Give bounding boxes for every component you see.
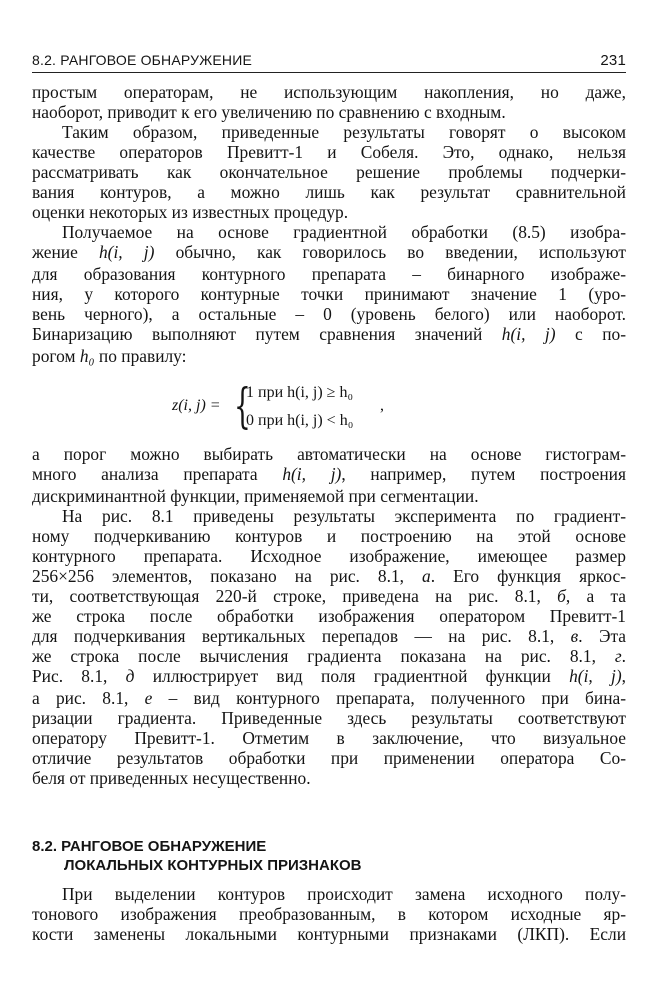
math-h-ij: h(i, j) bbox=[569, 666, 622, 686]
section-heading bbox=[32, 837, 362, 875]
text-line: дискриминантной функции, применяемой при сегментации. bbox=[32, 486, 479, 506]
text-line: а рис. 8.1, е – вид контурного препарата, полученного при бина- bbox=[32, 688, 627, 708]
text-line: контурного препарата. Исходное изображение, имеющее размер bbox=[32, 546, 626, 566]
section-heading-line-2: ЛОКАЛЬНЫХ КОНТУРНЫХ ПРИЗНАКОВ bbox=[64, 857, 362, 874]
text-line: вень черного), а остальные – 0 (уровень белого) или наоборот. bbox=[32, 304, 626, 324]
text-line: простым операторам, не использующим накопления, но даже, bbox=[32, 82, 626, 102]
text-line: оценки некоторых из известных процедур. bbox=[32, 202, 349, 222]
math-h-ij: h(i, j) bbox=[501, 324, 556, 344]
math-h-ij: h(i, j) bbox=[282, 464, 342, 484]
paragraph-6 bbox=[32, 884, 626, 944]
running-head-title: 8.2. РАНГОВОЕ ОБНАРУЖЕНИЕ bbox=[32, 52, 252, 68]
text-line: ризации градиента. Приведенные здесь результаты соответствуют bbox=[32, 708, 626, 728]
paragraph-4 bbox=[32, 444, 626, 506]
text-line: Получаемое на основе градиентной обработки (8.5) изобра- bbox=[62, 222, 626, 242]
text-line: вания контуров, а можно лишь как результат сравнительной bbox=[32, 182, 626, 202]
section-heading-line-1: 8.2. РАНГОВОЕ ОБНАРУЖЕНИЕ bbox=[32, 838, 267, 855]
text-line: много анализа препарата h(i, j), например, путем построения bbox=[32, 464, 626, 484]
paragraph-3 bbox=[32, 222, 626, 366]
text-line: качестве операторов Превитт-1 и Собеля. Это, однако, нельзя bbox=[32, 142, 626, 162]
text-line: рассматривать как окончательное решение проблемы подчерки- bbox=[32, 162, 626, 182]
text-line: же строка после вычисления градиента показана на рис. 8.1, г. bbox=[32, 646, 626, 666]
text-line: Бинаризацию выполняют путем сравнения значений h(i, j) с по- bbox=[32, 324, 626, 344]
paragraph-2 bbox=[32, 122, 626, 222]
text-line: На рис. 8.1 приведены результаты эксперимента по градиент- bbox=[62, 506, 626, 526]
text-line: оператору Превитт-1. Отметим в заключение, что визуальное bbox=[32, 728, 626, 748]
text-line: рогом h₀ по правилу: bbox=[32, 346, 187, 366]
math-h0: h₀ bbox=[79, 346, 95, 366]
text-line: 256×256 элементов, показано на рис. 8.1, а. Его функция яркос- bbox=[32, 566, 626, 586]
text-line: При выделении контуров происходит замена исходного полу- bbox=[62, 884, 626, 904]
text-line: же строка после обработки изображения оператором Превитт-1 bbox=[32, 606, 626, 626]
text-line: отличие результатов обработки при применении оператора Со- bbox=[32, 748, 626, 768]
text-line: беля от приведенных несущественно. bbox=[32, 768, 311, 788]
threshold-formula bbox=[32, 380, 626, 436]
paragraph-1 bbox=[32, 82, 626, 122]
text-line: для подчеркивания вертикальных перепадов — на рис. 8.1, в. Эта bbox=[32, 626, 626, 646]
page-number: 231 bbox=[600, 52, 626, 69]
text-line: тонового изображения преобразованным, в котором исходные яр- bbox=[32, 904, 626, 924]
text-line: кости заменены локальными контурными признаками (ЛКП). Если bbox=[32, 924, 626, 944]
formula-brace: { bbox=[234, 378, 251, 434]
text-line: наоборот, приводит к его увеличению по сравнению с входным. bbox=[32, 102, 506, 122]
text-line: жение h(i, j) обычно, как говорилось во введении, используют bbox=[32, 242, 626, 262]
text-line: а порог можно выбирать автоматически на основе гистограм- bbox=[32, 444, 626, 464]
header-rule bbox=[32, 72, 626, 73]
running-head bbox=[32, 52, 626, 68]
paragraph-5 bbox=[32, 506, 626, 788]
math-h-ij: h(i, j) bbox=[98, 242, 155, 262]
text-line: ния, у которого контурные точки принимают значение 1 (уро- bbox=[32, 284, 626, 304]
text-line: ти, соответствующая 220-й строке, приведена на рис. 8.1, б, а та bbox=[32, 586, 626, 606]
text-line: Таким образом, приведенные результаты говорят о высоком bbox=[62, 122, 626, 142]
text-line: Рис. 8.1, д иллюстрирует вид поля градиентной функции h(i, j), bbox=[32, 666, 627, 686]
text-line: ному подчеркиванию контуров и построению на этой основе bbox=[32, 526, 626, 546]
main-text bbox=[32, 82, 626, 788]
formula-comma: , bbox=[380, 397, 384, 414]
formula-case-2: 0 при h(i, j) < h₀ bbox=[246, 412, 354, 429]
formula-lhs: z(i, j) = bbox=[172, 397, 221, 414]
formula-case-1: 1 при h(i, j) ≥ h₀ bbox=[246, 384, 354, 401]
text-line: для образования контурного препарата – бинарного изображе- bbox=[32, 264, 626, 284]
